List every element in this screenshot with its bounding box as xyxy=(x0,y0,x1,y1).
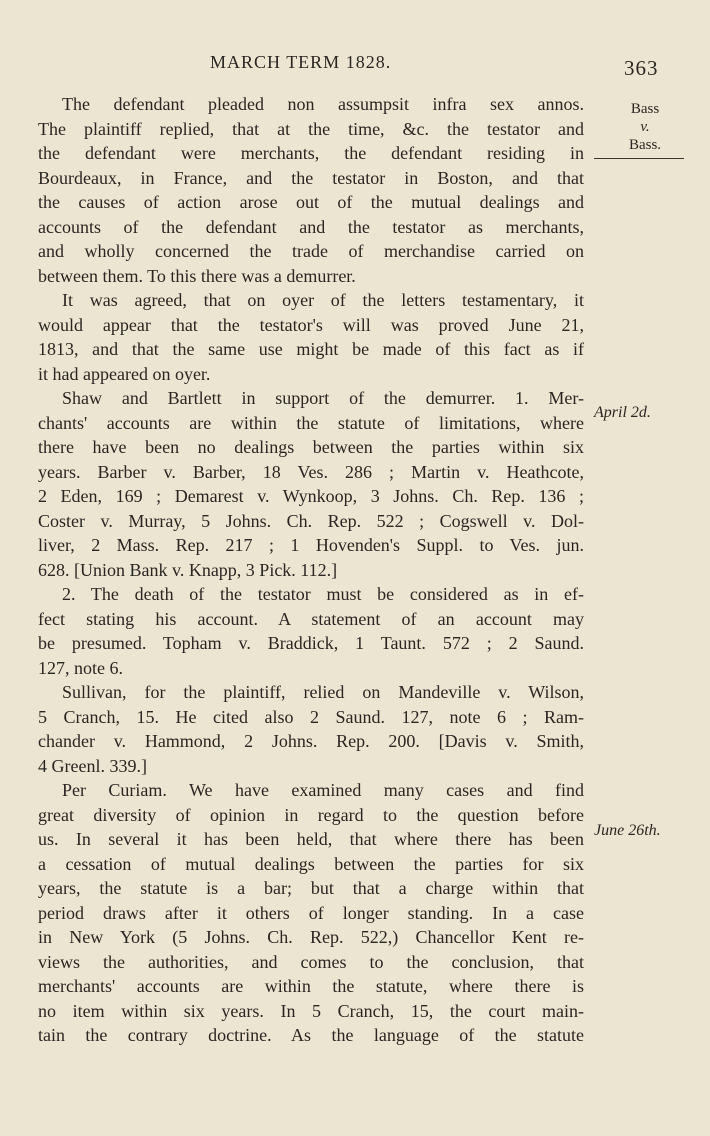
text-line: 127, note 6. xyxy=(38,657,123,678)
text-line: no item within six years. In 5 Cranch, 15, the court main- xyxy=(38,1000,584,1021)
text-line: Shaw and Bartlett in support of the demurrer. 1. Mer- xyxy=(62,388,584,408)
text-line: in New York (5 Johns. Ch. Rep. 522,) Chancellor Kent re- xyxy=(38,927,584,947)
running-title: MARCH TERM 1828. xyxy=(210,52,392,72)
text-line: Sullivan, for the plaintiff, relied on Mandeville v. Wilson, xyxy=(62,682,584,702)
paragraph xyxy=(38,582,584,680)
case-versus: v. xyxy=(640,119,650,135)
text-line: years, the statute is a bar; but that a charge within that xyxy=(38,878,584,898)
case-party-2: Bass. xyxy=(628,137,662,153)
text-line: 2 Eden, 169 ; Demarest v. Wynkoop, 3 Johns. Ch. Rep. 136 ; xyxy=(38,486,584,506)
text-line: years. Barber v. Barber, 18 Ves. 286 ; Martin v. Heathcote, xyxy=(38,461,584,482)
text-line: 4 Greenl. 339.] xyxy=(38,755,147,776)
text-line: liver, 2 Mass. Rep. 217 ; 1 Hovenden's Suppl. to Ves. jun. xyxy=(38,535,584,555)
text-line: the defendant were merchants, the defendant residing in xyxy=(38,143,584,163)
text-line: chants' accounts are within the statute of limitations, where xyxy=(38,412,584,433)
text-line: the causes of action arose out of the mutual dealings and xyxy=(38,192,584,212)
margin-case-title xyxy=(620,100,670,154)
text-line: 5 Cranch, 15. He cited also 2 Saund. 127, note 6 ; Ram- xyxy=(38,706,584,727)
text-line: Coster v. Murray, 5 Johns. Ch. Rep. 522 ; Cogswell v. Dol- xyxy=(38,510,584,531)
margin-rule xyxy=(594,158,684,159)
text-line: Per Curiam. We have examined many cases and find xyxy=(62,780,584,800)
paragraph xyxy=(38,778,584,1048)
margin-date-april: April 2d. xyxy=(594,404,651,421)
text-line: there have been no dealings between the parties within six xyxy=(38,437,584,457)
page-number: 363 xyxy=(624,56,659,80)
text-line: tain the contrary doctrine. As the language of the statute xyxy=(38,1025,584,1045)
text-line: chander v. Hammond, 2 Johns. Rep. 200. [Davis v. Smith, xyxy=(38,731,584,751)
text-line: merchants' accounts are within the statute, where there is xyxy=(38,976,584,996)
text-line: accounts of the defendant and the testator as merchants, xyxy=(38,216,584,237)
text-line: it had appeared on oyer. xyxy=(38,363,211,384)
case-party-1: Bass xyxy=(630,101,660,117)
paragraph xyxy=(38,92,584,288)
text-line: Bourdeaux, in France, and the testator in Boston, and that xyxy=(38,167,584,188)
text-line: great diversity of opinion in regard to the question before xyxy=(38,804,584,825)
text-line: views the authorities, and comes to the conclusion, that xyxy=(38,951,584,972)
margin-date-june: June 26th. xyxy=(594,822,661,839)
text-line: would appear that the testator's will was proved June 21, xyxy=(38,314,584,335)
text-line: between them. To this there was a demurrer. xyxy=(38,265,356,286)
text-line: 628. [Union Bank v. Knapp, 3 Pick. 112.] xyxy=(38,559,338,580)
text-line: be presumed. Topham v. Braddick, 1 Taunt. 572 ; 2 Saund. xyxy=(38,633,584,653)
text-line: and wholly concerned the trade of merchandise carried on xyxy=(38,241,584,261)
paragraph xyxy=(38,680,584,778)
paragraph xyxy=(38,386,584,582)
text-line: us. In several it has been held, that where there has been xyxy=(38,829,584,849)
text-line: The defendant pleaded non assumpsit infra sex annos. xyxy=(62,94,584,114)
text-line: period draws after it others of longer standing. In a case xyxy=(38,902,584,923)
text-line: fect stating his account. A statement of an account may xyxy=(38,608,584,629)
body-text xyxy=(38,92,584,1048)
text-line: a cessation of mutual dealings between the parties for six xyxy=(38,853,584,874)
text-line: It was agreed, that on oyer of the letters testamentary, it xyxy=(62,290,584,310)
text-line: 2. The death of the testator must be considered as in ef- xyxy=(62,584,584,604)
text-line: The plaintiff replied, that at the time, &c. the testator and xyxy=(38,118,584,139)
paragraph xyxy=(38,288,584,386)
text-line: 1813, and that the same use might be made of this fact as if xyxy=(38,339,584,359)
